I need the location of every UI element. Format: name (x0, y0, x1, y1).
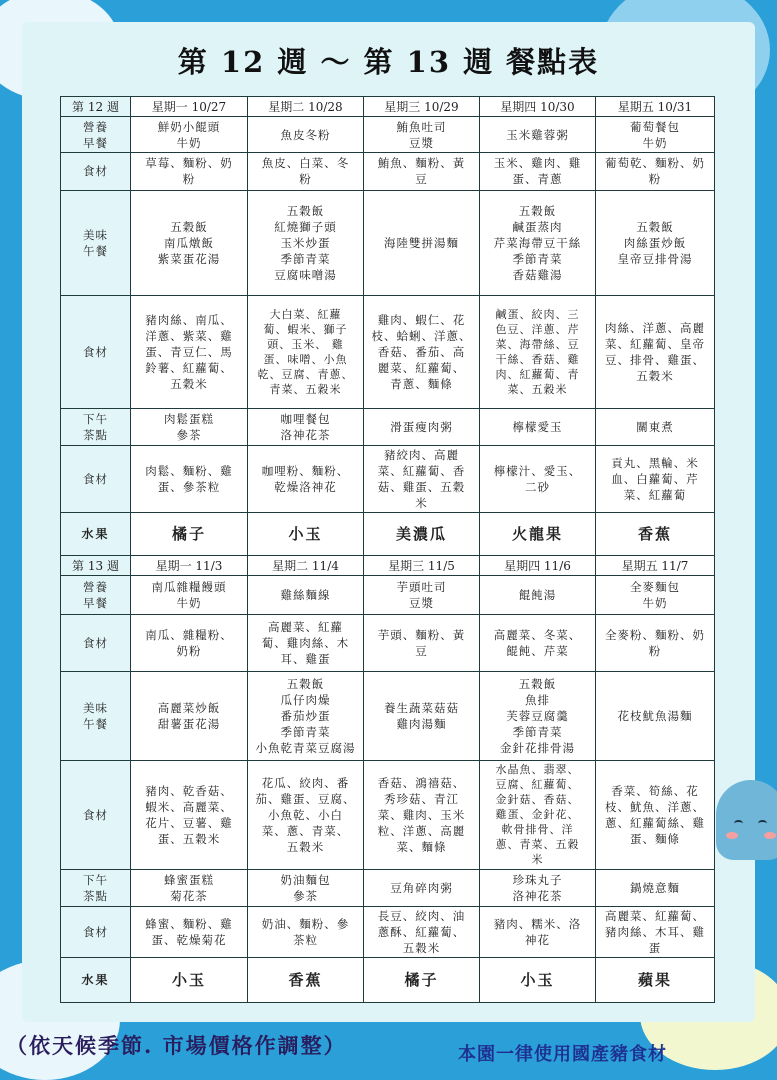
row-label: 水果 (61, 958, 131, 1003)
menu-cell: 全麥粉、麵粉、奶 粉 (596, 614, 715, 671)
mascot-face-icon (716, 780, 777, 860)
menu-cell: 蜂蜜蛋糕 菊花茶 (131, 870, 248, 906)
fruit-row (61, 513, 715, 556)
menu-cell: 養生蔬菜菇菇 雞肉湯麵 (364, 671, 480, 760)
price-adjust-note: （依天候季節. 市場價格作調整） (6, 1033, 347, 1058)
row-label: 美味 午餐 (61, 671, 131, 760)
fruit-cell: 小玉 (131, 958, 248, 1003)
menu-cell: 滑蛋瘦肉粥 (364, 409, 480, 445)
row-label: 下午 茶點 (61, 870, 131, 906)
menu-cell: 香菜、筍絲、花 枝、魷魚、洋蔥、 蔥、紅蘿蔔絲、雞 蛋、麵條 (596, 760, 715, 869)
meal-row (61, 576, 715, 615)
menu-table-wrapper (60, 96, 714, 1003)
row-label: 食材 (61, 760, 131, 869)
meal-row (61, 906, 715, 958)
day-header: 星期二 11/4 (248, 556, 364, 576)
week-label: 第 13 週 (61, 556, 131, 576)
menu-cell: 雞絲麵線 (248, 576, 364, 615)
menu-cell: 南瓜雜糧饅頭 牛奶 (131, 576, 248, 615)
menu-cell: 肉鬆蛋糕 參茶 (131, 409, 248, 445)
mascot-eye-icon (734, 820, 743, 827)
day-header: 星期五 11/7 (596, 556, 715, 576)
menu-cell: 魚皮冬粉 (248, 117, 364, 152)
row-label: 水果 (61, 513, 131, 556)
menu-cell: 鮪魚、麵粉、黃 豆 (364, 152, 480, 191)
menu-cell: 五穀飯 瓜仔肉燥 番茄炒蛋 季節青菜 小魚乾青菜豆腐湯 (248, 671, 364, 760)
mascot-cheek-icon (726, 832, 738, 839)
row-label: 營養 早餐 (61, 117, 131, 152)
menu-cell: 咖哩粉、麵粉、 乾燥洛神花 (248, 445, 364, 513)
menu-cell: 五穀飯 肉絲蛋炒飯 皇帝豆排骨湯 (596, 191, 715, 295)
menu-cell: 南瓜、雜糧粉、 奶粉 (131, 614, 248, 671)
meal-row (61, 409, 715, 445)
menu-cell: 長豆、絞肉、油 蔥酥、紅蘿蔔、 五穀米 (364, 906, 480, 958)
menu-cell: 奶油、麵粉、參 茶粒 (248, 906, 364, 958)
row-label: 食材 (61, 152, 131, 191)
menu-cell: 檸檬愛玉 (480, 409, 596, 445)
fruit-cell: 小玉 (248, 513, 364, 556)
domestic-pork-note: 本園一律使用國產豬食材 (458, 1044, 667, 1065)
menu-cell: 豬肉絲、南瓜、 洋蔥、紫菜、雞 蛋、青豆仁、馬 鈴薯、紅蘿蔔、 五穀米 (131, 295, 248, 409)
menu-cell: 關東煮 (596, 409, 715, 445)
fruit-cell: 橘子 (131, 513, 248, 556)
menu-cell: 豆角碎肉粥 (364, 870, 480, 906)
meal-row (61, 671, 715, 760)
day-header: 星期一 11/3 (131, 556, 248, 576)
menu-cell: 高麗菜炒飯 甜薯蛋花湯 (131, 671, 248, 760)
menu-cell: 芋頭吐司 豆漿 (364, 576, 480, 615)
week-label: 第 12 週 (61, 97, 131, 117)
menu-table-body (61, 97, 715, 1003)
meal-row (61, 870, 715, 906)
menu-cell: 葡萄餐包 牛奶 (596, 117, 715, 152)
page-title: 第 12 週 ～ 第 13 週 餐點表 (177, 45, 600, 79)
mascot-cheek-icon (764, 832, 776, 839)
fruit-cell: 香蕉 (248, 958, 364, 1003)
menu-cell: 奶油麵包 參茶 (248, 870, 364, 906)
menu-cell: 花瓜、絞肉、番 茄、雞蛋、豆腐、 小魚乾、小白 菜、蔥、青菜、 五穀米 (248, 760, 364, 869)
menu-cell: 鮪魚吐司 豆漿 (364, 117, 480, 152)
menu-cell: 高麗菜、紅蘿蔔、 豬肉絲、木耳、雞 蛋 (596, 906, 715, 958)
menu-cell: 鹹蛋、絞肉、三 色豆、洋蔥、芹 菜、海帶絲、豆 干絲、香菇、雞 肉、紅蘿蔔、青 菜、五穀米 (480, 295, 596, 409)
menu-cell: 檸檬汁、愛玉、 二砂 (480, 445, 596, 513)
menu-cell: 花枝魷魚湯麵 (596, 671, 715, 760)
menu-cell: 珍珠丸子 洛神花茶 (480, 870, 596, 906)
meal-row (61, 614, 715, 671)
week-header-row (61, 97, 715, 117)
menu-cell: 豬絞肉、高麗 菜、紅蘿蔔、香 菇、雞蛋、五穀 米 (364, 445, 480, 513)
menu-cell: 貢丸、黑輪、米 血、白蘿蔔、芹 菜、紅蘿蔔 (596, 445, 715, 513)
meal-row (61, 295, 715, 409)
menu-cell: 肉絲、洋蔥、高麗 菜、紅蘿蔔、皇帝 豆、排骨、雞蛋、 五穀米 (596, 295, 715, 409)
menu-cell: 玉米、雞肉、雞 蛋、青蔥 (480, 152, 596, 191)
menu-cell: 高麗菜、紅蘿 蔔、雞肉絲、木 耳、雞蛋 (248, 614, 364, 671)
row-label: 下午 茶點 (61, 409, 131, 445)
day-header: 星期二 10/28 (248, 97, 364, 117)
meal-row (61, 191, 715, 295)
menu-cell: 水晶魚、翡翠、 豆腐、紅蘿蔔、 金針菇、香菇、 雞蛋、金針花、 軟骨排骨、洋 蔥、青菜、五穀 米 (480, 760, 596, 869)
menu-cell: 全麥麵包 牛奶 (596, 576, 715, 615)
menu-cell: 豬肉、糯米、洛 神花 (480, 906, 596, 958)
menu-cell: 葡萄乾、麵粉、奶 粉 (596, 152, 715, 191)
menu-cell: 五穀飯 南瓜燉飯 紫菜蛋花湯 (131, 191, 248, 295)
fruit-cell: 火龍果 (480, 513, 596, 556)
menu-cell: 高麗菜、冬菜、 餛飩、芹菜 (480, 614, 596, 671)
row-label: 美味 午餐 (61, 191, 131, 295)
menu-cell: 蜂蜜、麵粉、雞 蛋、乾燥菊花 (131, 906, 248, 958)
fruit-cell: 香蕉 (596, 513, 715, 556)
mascot-eye-icon (758, 820, 767, 827)
menu-cell: 玉米雞蓉粥 (480, 117, 596, 152)
menu-cell: 鮮奶小餛頭 牛奶 (131, 117, 248, 152)
row-label: 食材 (61, 445, 131, 513)
menu-cell: 海陸雙拼湯麵 (364, 191, 480, 295)
day-header: 星期三 11/5 (364, 556, 480, 576)
row-label: 食材 (61, 906, 131, 958)
meal-row (61, 117, 715, 152)
menu-cell: 肉鬆、麵粉、雞 蛋、參茶粒 (131, 445, 248, 513)
menu-cell: 雞肉、蝦仁、花 枝、蛤蜊、洋蔥、 香菇、番茄、高 麗菜、紅蘿蔔、 青蔥、麵條 (364, 295, 480, 409)
menu-cell: 魚皮、白菜、冬 粉 (248, 152, 364, 191)
menu-cell: 五穀飯 紅燒獅子頭 玉米炒蛋 季節青菜 豆腐味噌湯 (248, 191, 364, 295)
day-header: 星期五 10/31 (596, 97, 715, 117)
day-header: 星期四 10/30 (480, 97, 596, 117)
fruit-cell: 美濃瓜 (364, 513, 480, 556)
row-label: 食材 (61, 614, 131, 671)
row-label: 營養 早餐 (61, 576, 131, 615)
meal-row (61, 445, 715, 513)
week-header-row (61, 556, 715, 576)
meal-row (61, 152, 715, 191)
fruit-cell: 橘子 (364, 958, 480, 1003)
menu-cell: 五穀飯 魚排 芙蓉豆腐羹 季節青菜 金針花排骨湯 (480, 671, 596, 760)
menu-cell: 大白菜、紅蘿 蔔、蝦米、獅子 頭、玉米、 雞 蛋、味噌、小魚 乾、豆腐、青蔥、 青菜、五穀米 (248, 295, 364, 409)
menu-cell: 芋頭、麵粉、黃 豆 (364, 614, 480, 671)
menu-cell: 咖哩餐包 洛神花茶 (248, 409, 364, 445)
day-header: 星期三 10/29 (364, 97, 480, 117)
menu-cell: 香菇、鴻禧菇、 秀珍菇、青江 菜、雞肉、玉米 粒、洋蔥、高麗 菜、麵條 (364, 760, 480, 869)
menu-cell: 豬肉、乾香菇、 蝦米、高麗菜、 花片、豆薯、雞 蛋、五穀米 (131, 760, 248, 869)
day-header: 星期四 11/6 (480, 556, 596, 576)
row-label: 食材 (61, 295, 131, 409)
fruit-cell: 小玉 (480, 958, 596, 1003)
day-header: 星期一 10/27 (131, 97, 248, 117)
menu-cell: 草莓、麵粉、奶 粉 (131, 152, 248, 191)
menu-cell: 鍋燒意麵 (596, 870, 715, 906)
menu-cell: 餛飩湯 (480, 576, 596, 615)
menu-table (60, 96, 715, 1003)
menu-cell: 五穀飯 鹹蛋蒸肉 芹菜海帶豆干絲 季節青菜 香菇雞湯 (480, 191, 596, 295)
fruit-cell: 蘋果 (596, 958, 715, 1003)
meal-row (61, 760, 715, 869)
fruit-row (61, 958, 715, 1003)
